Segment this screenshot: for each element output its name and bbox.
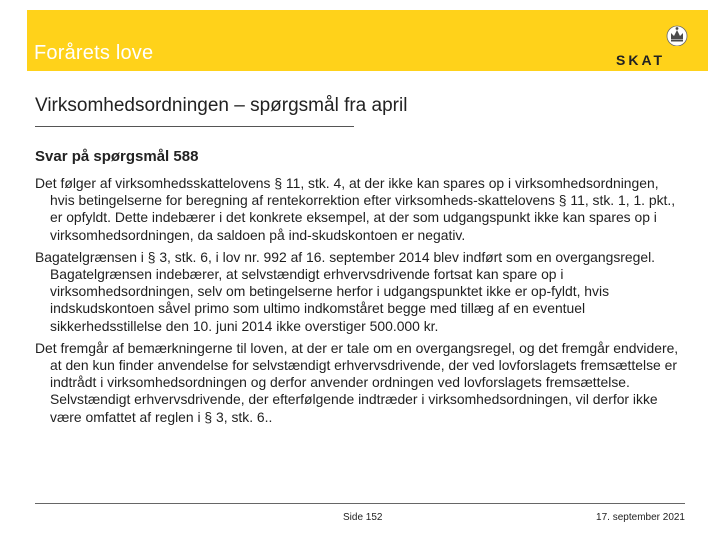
title-divider (35, 126, 354, 127)
skat-logo (616, 20, 686, 66)
footer-divider (35, 503, 685, 504)
paragraph: Det følger af virksomhedsskattelovens § 11, stk. 4, at der ikke kan spares op i virksomhedsordningen, hvis betingelserne for beregning af rentekorrektion efter virksomheds-skattelovens § 11, stk. 1, 1. pkt., er opfyldt. Dette indebærer i det konkrete eksempel, at der som udgangspunkt ikke kan spares op i virksomhedsordningen, da saldoen på ind-skudskontoen er negativ. (35, 175, 676, 243)
header-title: Forårets love (34, 42, 154, 64)
paragraph: Bagatelgrænsen i § 3, stk. 6, i lov nr. 992 af 16. september 2014 blev indført som en overgangsregel. Bagatelgrænsen indebærer, at selvstændigt erhvervsdrivende fortsat kan spare op i virksomhedsordningen, selv om betingelserne herfor i udgangspunktet ikke er op-fyldt, hvis indskudskontoen såvel primo som ultimo indkomståret begge med tillæg af en eventuel sikkerhedsstillelse den 10. juni 2014 ikke overstiger 500.000 kr. (35, 248, 656, 334)
header-band (27, 10, 708, 71)
brand-wordmark: SKAT (616, 52, 666, 68)
crown-icon (666, 22, 688, 46)
section-heading: Svar på spørgsmål 588 (35, 148, 199, 165)
page-title: Virksomhedsordningen – spørgsmål fra april (35, 95, 408, 116)
page-number: Side 152 (343, 512, 383, 523)
paragraph: Det fremgår af bemærkningerne til loven, at der er tale om en overgangsregel, og det fremgår endvidere, at den kun finder anvendelse for selvstændigt erhvervsdrivende, der ved lovforslagets fremsættelse er indtrådt i virksomhedsordningen og derfor anvender ordningen ved lovforslagets fremsættelse. Selvstændigt erhvervsdrivende, der efterfølgende indtræder i virksomhedsordningen, vil derfor ikke være omfattet af reglen i § 3, stk. 6.. (35, 339, 679, 425)
footer-date: 17. september 2021 (596, 512, 685, 523)
body-text (35, 175, 685, 431)
